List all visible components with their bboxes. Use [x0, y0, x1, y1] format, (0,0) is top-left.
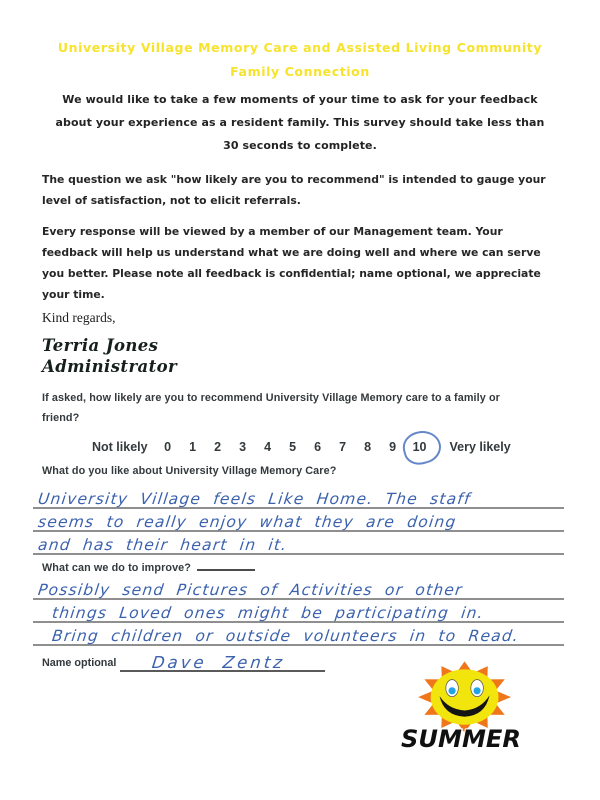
answer-line [33, 532, 564, 555]
document-title-line1: University Village Memory Care and Assisted Living Community [57, 40, 543, 55]
paragraph-gauge-line: The question we ask "how likely are you to recommend" is intended to gauge your [42, 173, 546, 186]
rating-option-3: 3 [239, 440, 247, 454]
rating-question-line2: friend? [42, 412, 80, 424]
name-field-label: Name optional [42, 657, 117, 669]
handdrawn-circle-mark [399, 427, 444, 468]
intro-line-bold: 30 seconds to complete. [223, 139, 377, 152]
paragraph-response-line: feedback will help us understand what we are doing well and where we can serve [42, 246, 541, 259]
rating-option-5: 5 [289, 440, 297, 454]
answer-line [33, 486, 564, 509]
summer-logo-text: SUMMER [401, 725, 521, 754]
name-field [42, 650, 325, 672]
signature-name: Terria Jones [42, 336, 159, 355]
salutation: Kind regards, [42, 310, 116, 325]
sun-pupil-left [449, 687, 456, 694]
rating-option-6: 6 [314, 440, 322, 454]
document-title-line2: Family Connection [230, 64, 370, 79]
rating-option-4: 4 [264, 440, 272, 454]
rating-option-7: 7 [339, 440, 347, 454]
rating-option-10-value: 10 [412, 440, 427, 454]
paragraph-response-line: Every response will be viewed by a member of our Management team. Your [42, 225, 503, 238]
rating-high-label: Very likely [449, 440, 511, 454]
answer-line [33, 600, 564, 623]
blank-underline [197, 560, 255, 571]
answer-line [33, 623, 564, 646]
question-improve-text: What can we do to improve? [42, 562, 191, 574]
rating-low-label: Not likely [92, 440, 148, 454]
summer-sun-logo [380, 656, 542, 756]
rating-option-10-selected [413, 440, 427, 454]
intro-line: We would like to take a few moments of your time to ask for your feedback [62, 93, 538, 106]
answer-line [33, 577, 564, 600]
rating-option-9: 9 [389, 440, 397, 454]
rating-question-line1: If asked, how likely are you to recommend University Village Memory care to a family or [42, 392, 500, 404]
paragraph-response-line: you better. Please note all feedback is confidential; name optional, we appreciate [42, 267, 541, 280]
rating-scale [92, 440, 511, 454]
handwritten-answer-improve-3: Bring children or outside volunteers in to Read. [51, 627, 521, 645]
handwritten-answer-like-2: seems to really enjoy what they are doing [37, 513, 458, 531]
handwritten-answer-improve-2: things Loved ones might be participating in. [51, 604, 485, 622]
rating-option-1: 1 [189, 440, 197, 454]
question-improve-label [42, 560, 255, 574]
handwritten-answer-like-1: University Village feels Like Home. The staff [37, 490, 472, 508]
answer-line [33, 509, 564, 532]
rating-option-0: 0 [164, 440, 172, 454]
paragraph-response-line: your time. [42, 288, 105, 301]
handwritten-answer-like-3: and has their heart in it. [37, 536, 289, 554]
paragraph-gauge-line: level of satisfaction, not to elicit referrals. [42, 194, 301, 207]
rating-option-2: 2 [214, 440, 222, 454]
sun-pupil-right [474, 687, 481, 694]
handwritten-answer-improve-1: Possibly send Pictures of Activities or other [37, 581, 464, 599]
intro-line: about your experience as a resident family. This survey should take less than [55, 116, 545, 129]
signature-role: Administrator [42, 357, 178, 376]
rating-option-8: 8 [364, 440, 372, 454]
question-like-label: What do you like about University Village Memory Care? [42, 465, 337, 477]
handwritten-name-value: Dave Zentz [151, 653, 287, 672]
name-field-underline [120, 650, 325, 672]
